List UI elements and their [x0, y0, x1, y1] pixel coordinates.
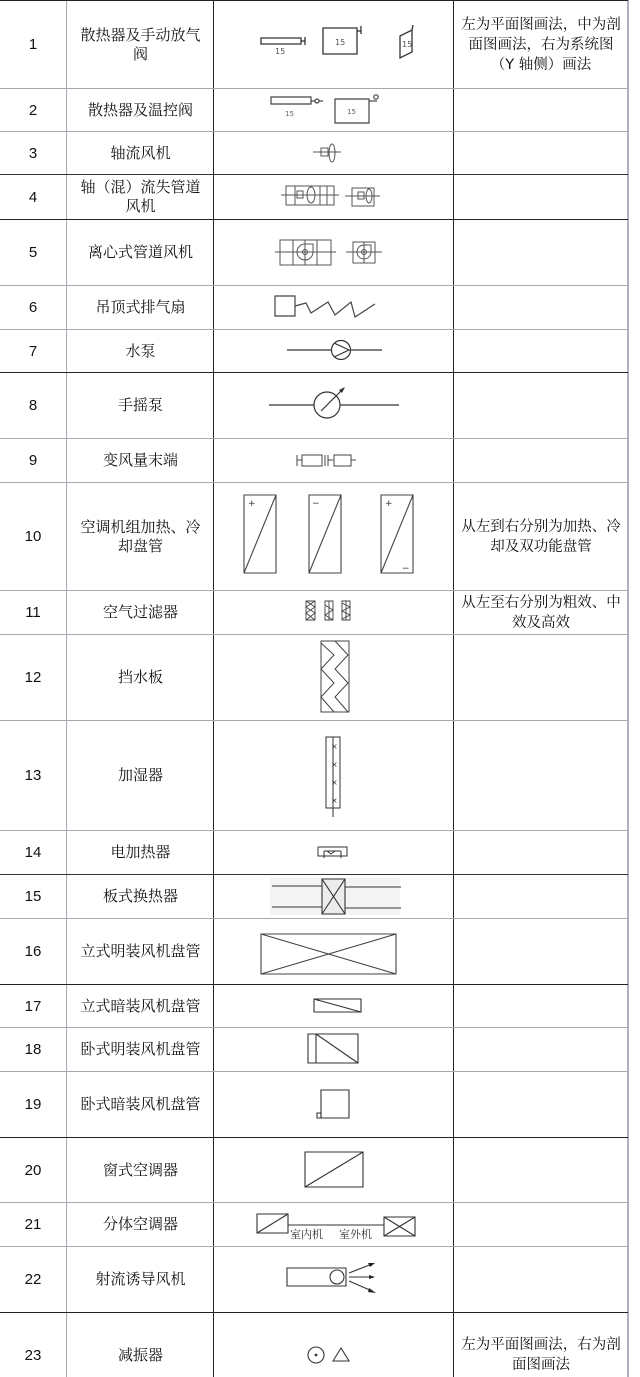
table-row — [0, 1072, 628, 1137]
radiator-thermostatic-valve-icon — [215, 89, 453, 131]
table-row — [0, 1, 628, 88]
hand-pump-icon — [215, 373, 453, 438]
note — [454, 89, 628, 131]
vav-terminal-icon — [215, 439, 453, 482]
row-number: 14 — [24, 844, 42, 861]
svg-text:−: − — [312, 499, 320, 509]
symbol-name: 空调机组加热、冷却盘管 — [80, 517, 201, 555]
symbol-name: 空气过滤器 — [102, 603, 178, 621]
symbol-name: 散热器及手动放气阀 — [80, 25, 201, 63]
note — [454, 286, 628, 329]
water-baffle-icon — [215, 635, 453, 720]
svg-text:−: − — [402, 564, 410, 574]
row-number: 8 — [28, 397, 38, 414]
row-number: 12 — [24, 669, 42, 686]
table-row — [0, 1028, 628, 1071]
note — [454, 985, 628, 1027]
note — [454, 1138, 628, 1202]
table-row — [0, 1203, 628, 1246]
table-row — [0, 635, 628, 720]
row-number: 20 — [24, 1161, 42, 1179]
row-number: 10 — [24, 528, 42, 545]
row-number: 3 — [28, 144, 38, 162]
symbol-name: 电加热器 — [110, 843, 171, 861]
centrifugal-duct-fan-icon — [215, 220, 453, 285]
svg-text:室内机: 室内机 — [290, 1228, 323, 1241]
svg-text:15: 15 — [335, 38, 346, 47]
row-number: 22 — [24, 1271, 42, 1288]
note: 左为平面图画法，中为剖面图画法，右为系统图（Y 轴侧）画法 — [461, 16, 621, 73]
note — [454, 373, 628, 438]
table-row — [0, 1138, 628, 1202]
svg-text:15: 15 — [275, 47, 286, 56]
svg-text:室外机: 室外机 — [339, 1228, 372, 1241]
row-number: 7 — [28, 342, 38, 360]
table-row — [0, 483, 628, 590]
horizontal-concealed-fcu-icon — [215, 1072, 453, 1137]
note — [454, 635, 628, 720]
symbol-name: 板式换热器 — [102, 887, 178, 905]
symbol-name: 离心式管道风机 — [87, 243, 193, 261]
note — [454, 439, 628, 482]
inline-mixed-flow-fan-icon — [215, 175, 453, 219]
symbol-name: 立式暗装风机盘管 — [80, 996, 201, 1015]
svg-text:×: × — [331, 796, 338, 805]
symbol-name: 加湿器 — [117, 766, 163, 784]
table-row — [0, 985, 628, 1027]
row-number: 17 — [24, 997, 42, 1015]
jet-induction-fan-icon — [215, 1247, 453, 1312]
table-row — [0, 1313, 628, 1377]
electric-heater-icon — [215, 831, 453, 874]
split-ac-icon — [215, 1203, 453, 1246]
table-row — [0, 175, 628, 219]
row-number: 13 — [24, 767, 42, 784]
symbol-name: 立式明装风机盘管 — [80, 942, 201, 960]
note — [454, 1028, 628, 1071]
heating-cooling-coil-icon — [215, 483, 453, 590]
table-row — [0, 89, 628, 131]
note — [454, 1247, 628, 1312]
note — [454, 132, 628, 174]
note: 从左至右分别为粗效、中效及高效 — [461, 594, 621, 631]
row-number: 18 — [24, 1041, 42, 1058]
radiator-manual-vent-icon — [215, 1, 453, 88]
row-number: 6 — [28, 299, 38, 316]
humidifier-icon — [215, 721, 453, 830]
symbol-name: 吊顶式排气扇 — [95, 298, 186, 316]
note: 从左到右分别为加热、冷却及双功能盘管 — [461, 518, 621, 555]
symbol-name: 变风量末端 — [102, 451, 178, 469]
row-number: 19 — [24, 1096, 42, 1113]
row-number: 15 — [24, 888, 42, 905]
table-row — [0, 373, 628, 438]
row-number: 21 — [24, 1216, 42, 1233]
axial-fan-icon — [215, 132, 453, 174]
note — [454, 1072, 628, 1137]
symbol-name: 手摇泵 — [117, 396, 163, 414]
row-number: 2 — [28, 101, 38, 119]
svg-text:×: × — [331, 778, 338, 787]
row-number: 4 — [28, 188, 38, 206]
horizontal-exposed-fcu-icon — [215, 1028, 453, 1071]
symbol-name: 分体空调器 — [102, 1215, 178, 1233]
note: 左为平面图画法，右为剖面图画法 — [461, 1337, 621, 1373]
svg-text:×: × — [331, 760, 338, 769]
air-filter-icon — [215, 591, 453, 634]
note — [454, 330, 628, 372]
table-row — [0, 286, 628, 329]
note — [454, 831, 628, 874]
symbol-name: 散热器及温控阀 — [87, 100, 193, 119]
symbol-name: 射流诱导风机 — [95, 1270, 186, 1288]
table-row — [0, 591, 628, 634]
symbol-name: 轴流风机 — [110, 143, 171, 162]
row-number: 11 — [25, 604, 41, 621]
row-number: 5 — [28, 244, 38, 261]
water-pump-icon — [215, 330, 453, 372]
table-row — [0, 831, 628, 874]
table-row — [0, 1247, 628, 1312]
ceiling-exhaust-fan-icon — [215, 286, 453, 329]
symbol-name: 挡水板 — [117, 668, 163, 686]
table-row — [0, 330, 628, 372]
svg-text:15: 15 — [285, 110, 294, 118]
vertical-concealed-fcu-icon — [215, 985, 453, 1027]
symbol-name: 减振器 — [117, 1345, 163, 1364]
table-row — [0, 875, 628, 918]
row-number: 23 — [24, 1346, 42, 1364]
note — [454, 175, 628, 219]
table-row — [0, 721, 628, 830]
symbol-name: 窗式空调器 — [102, 1160, 178, 1179]
symbol-name: 卧式明装风机盘管 — [80, 1040, 201, 1058]
svg-text:+: + — [385, 499, 393, 509]
symbol-name: 水泵 — [125, 341, 156, 360]
window-ac-icon — [215, 1138, 453, 1202]
note — [454, 875, 628, 918]
svg-text:15: 15 — [402, 40, 413, 49]
table-row — [0, 220, 628, 285]
note — [454, 919, 628, 984]
vibration-isolator-icon — [215, 1313, 453, 1377]
table-row — [0, 439, 628, 482]
vertical-exposed-fcu-icon — [215, 919, 453, 984]
svg-text:×: × — [331, 742, 338, 751]
table-row — [0, 132, 628, 174]
row-number: 1 — [28, 36, 38, 53]
note — [454, 220, 628, 285]
row-number: 16 — [24, 943, 42, 960]
note — [454, 721, 628, 830]
table-row — [0, 919, 628, 984]
row-number: 9 — [28, 452, 38, 469]
plate-heat-exchanger-icon — [215, 875, 453, 918]
symbol-name: 卧式暗装风机盘管 — [80, 1095, 201, 1113]
svg-text:15: 15 — [347, 108, 356, 116]
note — [454, 1203, 628, 1246]
symbol-name: 轴（混）流失管道风机 — [80, 178, 201, 215]
svg-text:+: + — [248, 499, 256, 509]
